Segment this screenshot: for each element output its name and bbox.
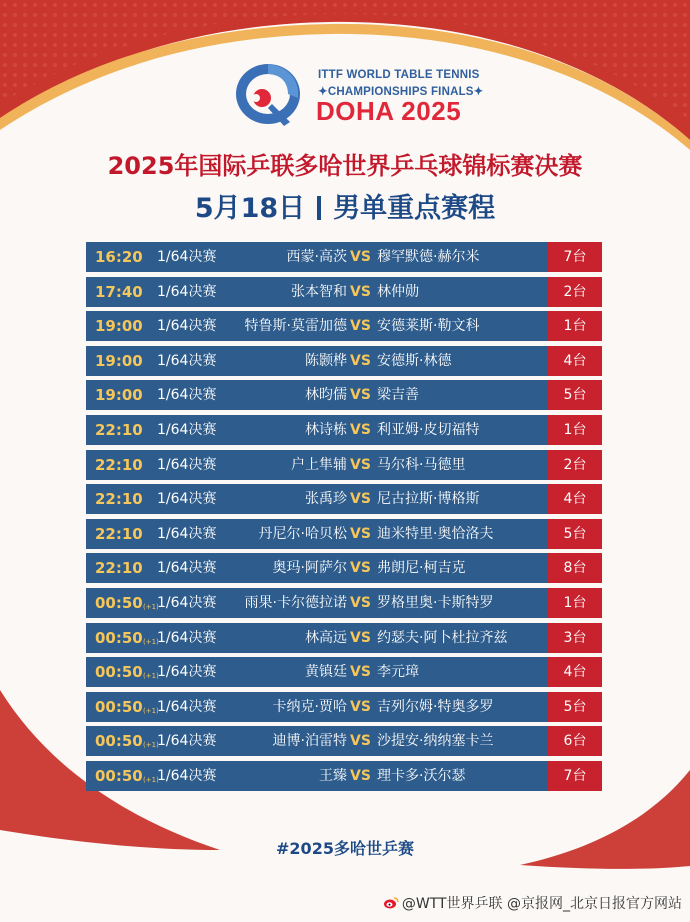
page-title: 2025年国际乒联多哈世界乒乓球锦标赛决赛 [107,152,583,180]
schedule-row [86,588,602,618]
vs-label: VS [350,456,371,473]
table-number: 8台 [548,553,602,583]
match-round: 1/64决赛 [157,491,217,508]
vs-label: VS [350,387,371,404]
vs-label: VS [350,525,371,542]
player-1: 张禹珍 [305,491,347,508]
table-number: 4台 [548,484,602,514]
vs-label: VS [350,283,371,300]
player-1: 雨果·卡尔德拉诺 [244,594,347,611]
player-1: 林诗栋 [305,421,347,438]
table-number: 4台 [548,657,602,687]
vs-label: VS [350,664,371,681]
match-round: 1/64决赛 [157,249,217,265]
player-2: 沙提安·纳纳塞卡兰 [377,733,494,750]
match-time: 00:50 [95,628,143,647]
table-number: 6台 [548,726,602,756]
logo-line1: ITTF WORLD TABLE TENNIS [318,69,480,81]
vs-label: VS [350,594,371,611]
player-2: 马尔科·马德里 [377,456,466,473]
player-2: 迪米特里·奥恰洛夫 [377,525,494,542]
match-time: 00:50 [95,766,143,785]
match-round: 1/64决赛 [157,525,217,542]
player-2: 安德莱斯·勒文科 [377,318,480,335]
player-1: 黄镇廷 [305,664,347,681]
table-number: 1台 [548,415,602,445]
next-day-marker: (+1) [143,637,159,646]
player-2: 尼古拉斯·博格斯 [377,491,480,508]
match-time: 19:00 [95,386,143,405]
credit-line [383,893,682,913]
player-2: 理卡多·沃尔瑟 [377,767,466,784]
match-round: 1/64决赛 [157,283,217,300]
match-time: 22:10 [95,455,143,474]
player-2: 弗朗尼·柯吉克 [377,560,466,577]
weibo-icon [383,895,399,911]
player-1: 户上隼辅 [291,456,347,473]
table-number: 3台 [548,623,602,653]
schedule-row [86,311,602,341]
table-number: 5台 [548,519,602,549]
table-number: 5台 [548,380,602,410]
match-round: 1/64决赛 [157,318,217,335]
player-1: 丹尼尔·哈贝松 [258,525,347,542]
vs-label: VS [350,249,371,265]
next-day-marker: (+1) [143,706,159,715]
match-time: 16:20 [95,248,143,266]
match-time: 00:50 [95,663,143,682]
vs-label: VS [350,491,371,508]
match-time: 22:10 [95,559,143,578]
player-2: 李元璋 [377,664,419,681]
hashtag: #2025多哈世乒赛 [276,839,414,858]
table-number: 4台 [548,346,602,376]
subtitle-separator [317,196,321,220]
match-round: 1/64决赛 [157,698,217,715]
player-1: 林高远 [305,629,347,646]
table-number: 7台 [548,761,602,791]
next-day-marker: (+1) [143,741,159,750]
subtitle-text: 男单重点赛程 [333,193,496,224]
vs-label: VS [350,733,371,750]
schedule-row [86,450,602,480]
match-round: 1/64决赛 [157,733,217,750]
subtitle-date: 5月18日 [194,193,306,224]
schedule-table [86,242,602,796]
schedule-row [86,380,602,410]
match-time: 19:00 [95,351,143,370]
player-1: 张本智和 [291,283,347,300]
match-round: 1/64决赛 [157,629,217,646]
ittf-logo-icon [232,58,304,130]
credit-text: @WTT世界乒联 @京报网_北京日报官方网站 [401,896,682,912]
match-round: 1/64决赛 [157,767,217,784]
vs-label: VS [350,352,371,369]
next-day-marker: (+1) [143,602,159,611]
schedule-row [86,484,602,514]
player-1: 迪博·泊雷特 [272,733,347,750]
next-day-marker: (+1) [143,672,159,681]
schedule-row [86,761,602,791]
player-2: 罗格里奥·卡斯特罗 [377,594,494,611]
match-time: 22:10 [95,524,143,543]
player-1: 卡纳克·贾哈 [272,698,347,715]
player-2: 林仲勋 [377,283,419,300]
schedule-row [86,726,602,756]
vs-label: VS [350,560,371,577]
schedule-row [86,346,602,376]
vs-label: VS [350,629,371,646]
logo-doha: DOHA 2025 [316,96,462,126]
player-1: 王臻 [319,767,347,784]
page-subtitle [0,186,690,225]
player-1: 特鲁斯·莫雷加德 [244,318,347,335]
table-number: 2台 [548,277,602,307]
match-round: 1/64决赛 [157,456,217,473]
player-1: 陈颢桦 [305,352,347,369]
logo-line2: ✦CHAMPIONSHIPS FINALS✦ [318,86,484,98]
player-2: 安德斯·林德 [377,352,452,369]
match-round: 1/64决赛 [157,594,217,611]
player-1: 西蒙·高茨 [286,249,347,265]
table-number: 1台 [548,311,602,341]
vs-label: VS [350,767,371,784]
vs-label: VS [350,698,371,715]
schedule-row [86,692,602,722]
schedule-row [86,277,602,307]
schedule-row [86,553,602,583]
match-round: 1/64决赛 [157,560,217,577]
table-number: 2台 [548,450,602,480]
match-round: 1/64决赛 [157,421,217,438]
match-time: 22:10 [95,420,143,439]
match-round: 1/64决赛 [157,664,217,681]
player-2: 穆罕默德·赫尔米 [377,249,480,265]
player-1: 奥玛·阿萨尔 [272,560,347,577]
schedule-row [86,657,602,687]
schedule-row [86,242,602,272]
next-day-marker: (+1) [143,775,159,784]
vs-label: VS [350,318,371,335]
schedule-row [86,623,602,653]
table-number: 5台 [548,692,602,722]
player-1: 林昀儒 [305,387,347,404]
match-time: 00:50 [95,697,143,716]
match-time: 00:50 [95,593,143,612]
match-round: 1/64决赛 [157,387,217,404]
table-number: 1台 [548,588,602,618]
table-number: 7台 [548,242,602,272]
vs-label: VS [350,421,371,438]
player-2: 约瑟夫·阿卜杜拉齐兹 [377,629,508,646]
schedule-row [86,519,602,549]
match-round: 1/64决赛 [157,352,217,369]
player-2: 利亚姆·皮切福特 [377,421,480,438]
schedule-row [86,415,602,445]
match-time: 17:40 [95,282,143,301]
player-2: 梁吉善 [377,387,419,404]
match-time: 19:00 [95,317,143,336]
player-2: 吉列尔姆·特奥多罗 [377,698,494,715]
match-time: 22:10 [95,490,143,509]
match-time: 00:50 [95,732,143,751]
